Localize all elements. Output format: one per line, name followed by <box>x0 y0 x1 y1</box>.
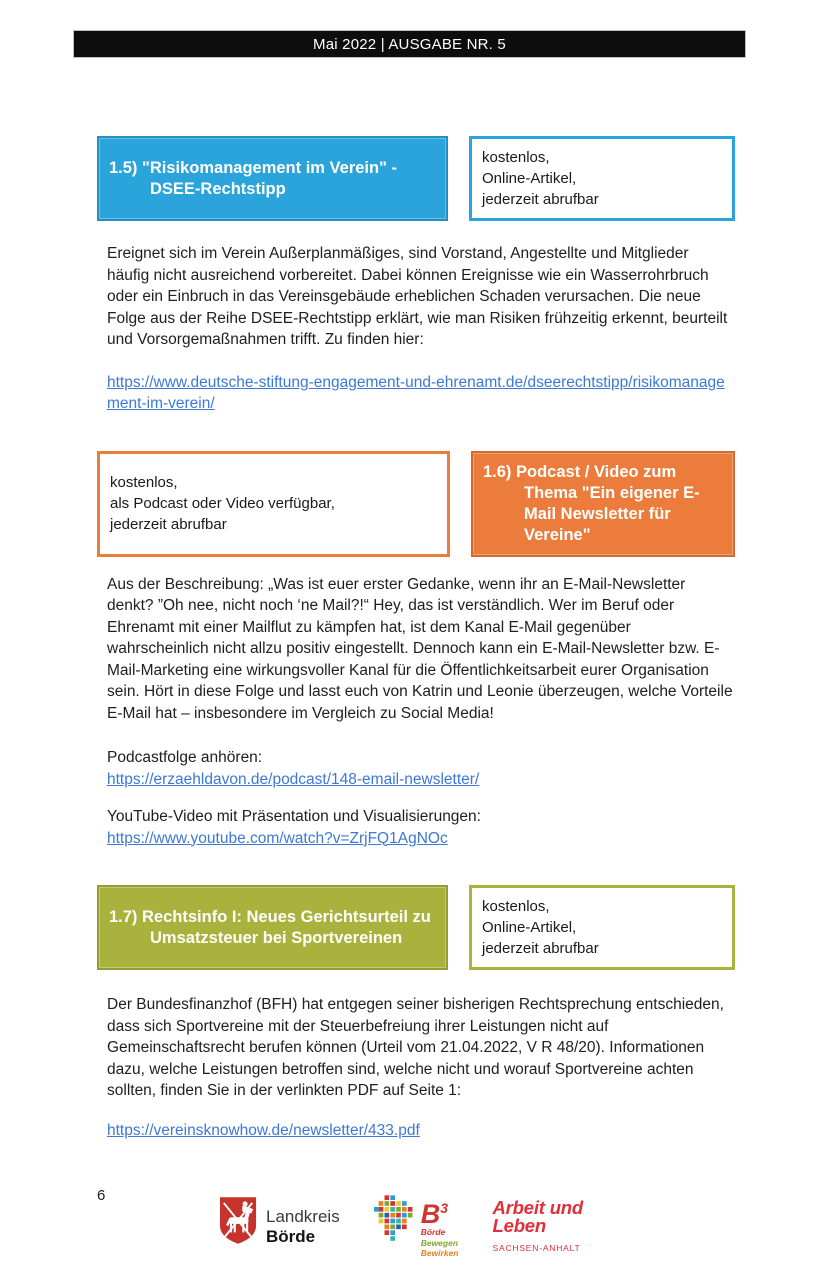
dsee-rechtstipp-link[interactable]: https://www.deutsche-stiftung-engagement-und-ehrenamt.de/dseerechtstipp/risikomanagement-im-verein/ <box>107 373 725 412</box>
podcast-link[interactable]: https://erzaehldavon.de/podcast/148-email-newsletter/ <box>107 770 480 788</box>
footer-logo-strip <box>0 1195 814 1259</box>
info-line: kostenlos, <box>482 898 550 915</box>
landkreis-label: Landkreis <box>265 1206 340 1226</box>
b3-word-bewegen: Bewegen <box>420 1237 459 1248</box>
vereinsknowhow-pdf-link[interactable]: https://vereinsknowhow.de/newsletter/433.pdf <box>107 1121 420 1139</box>
arbeit-und-leben-wordmark: Arbeit und Leben <box>492 1197 583 1236</box>
info-line: Online-Artikel, <box>482 170 577 187</box>
section-1-5-link-line <box>107 372 734 415</box>
section-1-7-info-box <box>469 885 735 970</box>
podcast-label-line <box>107 747 734 769</box>
info-line: Online-Artikel, <box>482 919 577 936</box>
info-line: kostenlos, <box>110 474 178 491</box>
section-1-6-title-box <box>471 451 735 557</box>
section-1-6-header-row <box>97 451 735 557</box>
b3-mosaic-icon <box>374 1195 416 1252</box>
b3-boerde-logo <box>374 1195 459 1259</box>
issue-header-bar <box>73 30 746 58</box>
section-1-6-body: Aus der Beschreibung: „Was ist euer erster Gedanke, wenn ihr an E-Mail-Newsletter denkt? ”Oh nee, nicht noch ‘ne Mail?!“ Hey, das ist verständlich. Wer im Beruf oder Ehrenamt mit einer Mailflut zu kämpfen hat, ist dem Kanal E-Mail gegenüber wahrscheinlich nicht allzu positiv eingestellt. Dennoch kann ein E-Mail-Newsletter bzw. E-Mail-Marketing eine wirkungsvoller Kanal für die Öffentlichkeitsarbeit eurer Organisation sein. Hört in diese Folge und lasst euch von Katrin und Leonie überzeugen, welche Vorteile E-Mail hat – insbesondere im Vergleich zu Social Media! <box>107 575 733 722</box>
youtube-label-line <box>107 806 734 828</box>
arbeit-und-leben-logo <box>493 1195 584 1253</box>
section-1-5-title: 1.5) "Risikomanagement im Verein" - DSEE-Rechtstipp <box>109 158 397 198</box>
newsletter-page <box>0 30 826 1258</box>
youtube-label: YouTube-Video mit Präsentation und Visualisierungen: <box>107 808 481 825</box>
b3-mark: $B^3$ <box>420 1199 448 1229</box>
section-1-6-title: 1.6) Podcast / Video zum Thema "Ein eigener E-Mail Newsletter für Vereine" <box>483 462 700 544</box>
section-1-5-header-row <box>97 136 735 221</box>
page-footer <box>0 1187 826 1267</box>
section-1-5-title-box <box>97 136 448 221</box>
b3-words <box>421 1227 459 1259</box>
podcast-label: Podcastfolge anhören: <box>107 749 263 766</box>
section-1-7-header-row <box>97 885 735 970</box>
section-1-7-title: 1.7) Rechtsinfo I: Neues Gerichtsurteil zu Umsatzsteuer bei Sportvereinen <box>109 907 431 947</box>
b3-word-bewirken: Bewirken <box>420 1248 459 1258</box>
landkreis-boerde-shield-icon <box>219 1195 257 1252</box>
sachsen-anhalt-label: SACHSEN-ANHALT <box>492 1243 581 1253</box>
landkreis-boerde-logo <box>219 1195 340 1252</box>
youtube-link[interactable]: https://www.youtube.com/watch?v=ZrjFQ1AgNOc <box>107 829 448 847</box>
b3-word-boerde: Börde <box>420 1227 446 1237</box>
landkreis-boerde-wordmark <box>266 1201 340 1247</box>
boerde-label: Börde <box>265 1226 316 1246</box>
podcast-link-line <box>107 769 734 791</box>
page-number: 6 <box>97 1187 106 1204</box>
info-line: jederzeit abrufbar <box>110 516 227 533</box>
section-1-7-link-line <box>107 1120 734 1142</box>
section-1-7-title-box <box>97 885 448 970</box>
section-1-5-body: Ereignet sich im Verein Außerplanmäßiges, sind Vorstand, Angestellte und Mitglieder häufig nicht ausreichend vorbereitet. Dabei können Ereignisse wie ein Wasserrohrbruch oder ein Einbruch in das Vereinsgebäude erheblichen Schaden verursachen. Die neue Folge aus der Reihe DSEE-Rechtstipp erklärt, wie man Risiken frühzeitig erkennt, beurteilt und Vorsorgemaßnahmen trifft. Zu finden hier: <box>107 245 728 348</box>
info-line: jederzeit abrufbar <box>482 940 599 957</box>
section-1-5-info-box <box>469 136 735 221</box>
issue-title: Mai 2022 | AUSGABE NR. 5 <box>313 35 506 53</box>
info-line: kostenlos, <box>482 149 550 166</box>
info-line: jederzeit abrufbar <box>482 191 599 208</box>
section-1-7-body: Der Bundesfinanzhof (BFH) hat entgegen seiner bisherigen Rechtsprechung entschieden, dass sich Sportvereine mit der Steuerbefreiung ihrer Leistungen nicht auf Gemeinschaftsrecht berufen können (Urteil vom 21.04.2022, V R 48/20). Informationen dazu, welche Leistungen betroffen sind, welche nicht und worauf Sportvereine achten sollten, finden Sie in der verlinkten PDF auf Seite 1: <box>107 996 724 1099</box>
page-content <box>0 136 826 1141</box>
info-line: als Podcast oder Video verfügbar, <box>110 495 335 512</box>
youtube-link-line <box>107 828 734 850</box>
section-1-6-info-box <box>97 451 450 557</box>
b3-wordmark <box>421 1195 459 1259</box>
